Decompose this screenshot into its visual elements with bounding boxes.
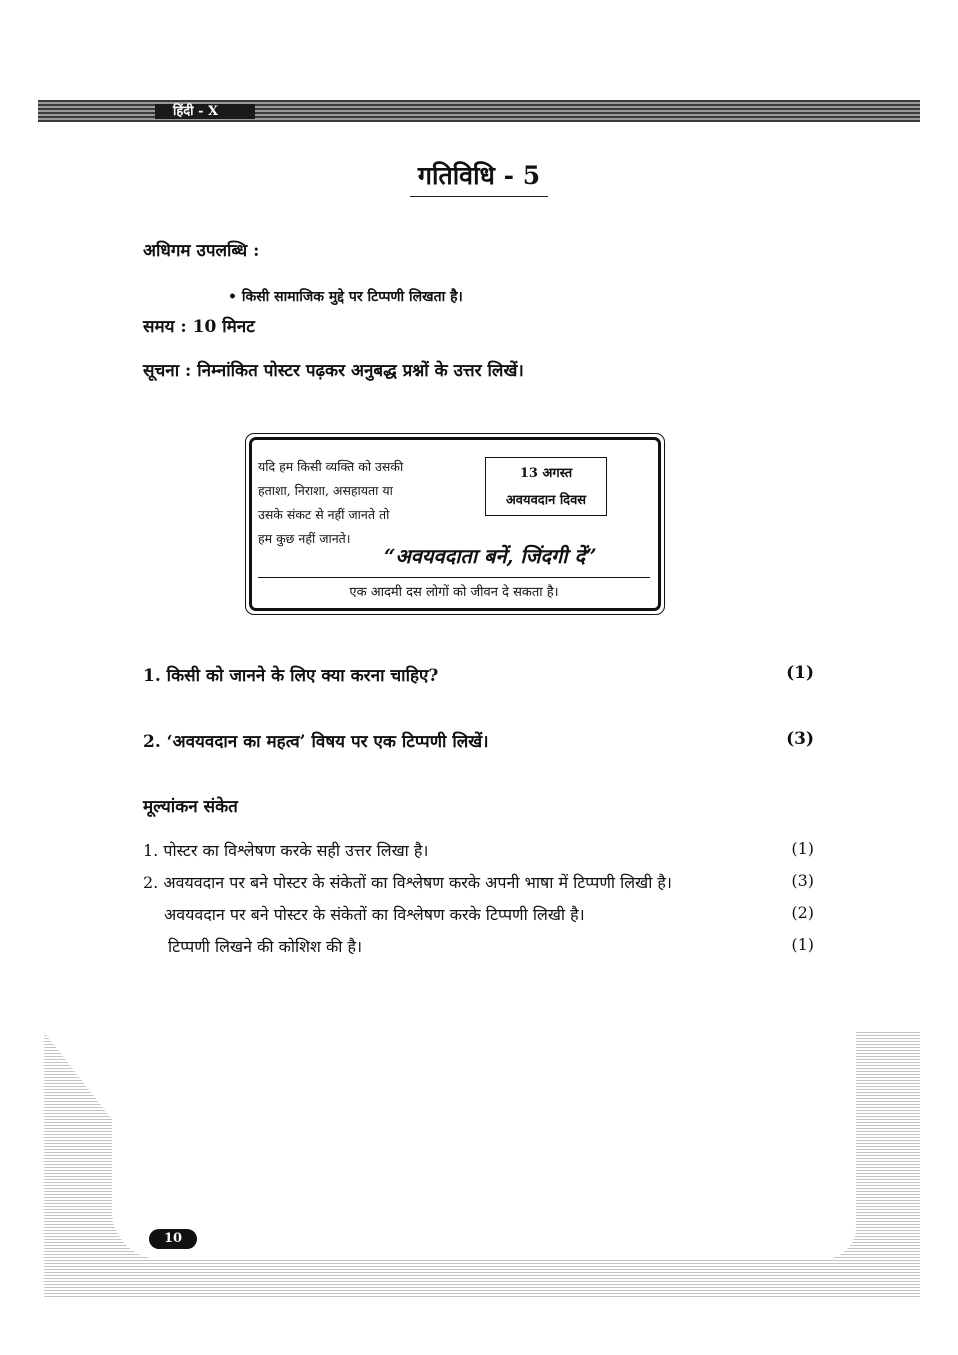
evaluation-heading: मूल्यांकन संकेत (143, 797, 238, 817)
instruction-text: सूचना : निम्नांकित पोस्टर पढ़कर अनुबद्ध प्रश्नों के उत्तर लिखें। (143, 361, 524, 381)
poster-date-box (485, 457, 607, 516)
evaluation-item-2-marks: (3) (791, 871, 814, 890)
time-label: समय : 10 मिनट (143, 317, 255, 337)
poster-body-line: हताशा, निराशा, असहायता या (258, 483, 393, 498)
poster-divider (258, 577, 650, 578)
evaluation-item-3-marks: (2) (791, 903, 814, 922)
poster-body-line: उसके संकट से नहीं जानते तो (258, 507, 390, 522)
poster-date: 13 अगस्त (519, 466, 573, 481)
evaluation-item-2: 2. अवयवदान पर बने पोस्टर के संकेतों का विश्लेषण करके अपनी भाषा में टिप्पणी लिखी है। (143, 873, 672, 892)
evaluation-item-4-marks: (1) (791, 935, 814, 954)
header-subject-label: हिंदी - X (155, 104, 255, 119)
question-2-text: 2. ‘अवयवदान का महत्व’ विषय पर एक टिप्पणी लिखें। (143, 732, 489, 752)
poster-body-line: यदि हम किसी व्यक्ति को उसकी (258, 459, 404, 474)
poster-body-text (258, 455, 430, 551)
learning-outcome-heading: अधिगम उपलब्धि : (143, 241, 260, 261)
question-2-marks: (3) (786, 729, 814, 749)
footer-white-panel (112, 1022, 856, 1259)
evaluation-item-1-marks: (1) (791, 839, 814, 858)
question-1-text: 1. किसी को जानने के लिए क्या करना चाहिए? (143, 666, 439, 686)
poster-footer-text: एक आदमी दस लोगों को जीवन दे सकता है। (349, 585, 559, 600)
title-underline (410, 196, 548, 197)
learning-outcome-bullet: • किसी सामाजिक मुद्दे पर टिप्पणी लिखता है। (228, 289, 463, 305)
poster-body-line: हम कुछ नहीं जानते। (258, 531, 351, 546)
evaluation-item-4: टिप्पणी लिखने की कोशिश की है। (168, 937, 363, 956)
evaluation-item-3: अवयवदान पर बने पोस्टर के संकेतों का विश्लेषण करके टिप्पणी लिखी है। (164, 905, 585, 924)
poster-slogan: “अवयवदाता बनें, जिंदगी दें” (384, 544, 597, 568)
page-title: गतिविधि - 5 (417, 161, 541, 190)
evaluation-item-1: 1. पोस्टर का विश्लेषण करके सही उत्तर लिखा है। (143, 841, 429, 860)
question-1-marks: (1) (786, 663, 814, 683)
poster-day-name: अवयवदान दिवस (505, 493, 587, 508)
page-number-badge: 10 (149, 1229, 197, 1249)
